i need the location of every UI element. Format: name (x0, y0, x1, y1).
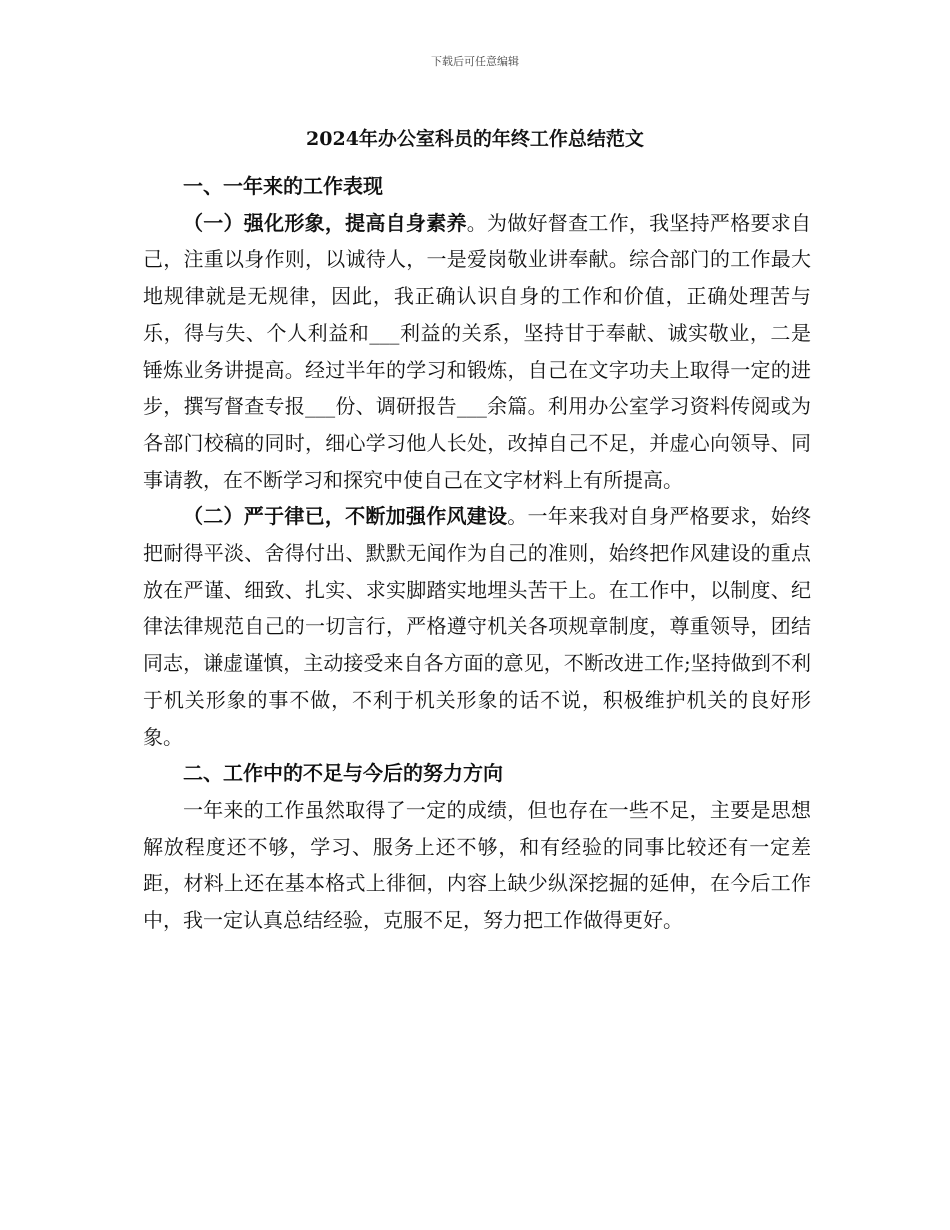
paragraph-2-text: 。一年来我对自身严格要求，始终把耐得平淡、舍得付出、默默无闻作为自己的准则，始终把作风建设的重点放在严谨、细致、扎实、求实脚踏实地埋头苦干上。在工作中，以制度、纪律法律规范自己的一切言行，严格遵守机关各项规章制度，尊重领导，团结同志，谦虚谨慎，主动接受来自各方面的意见，不断改进工作;坚持做到不利于机关形象的事不做，不利于机关形象的话不说，积极维护机关的良好形象。 (143, 504, 812, 749)
section-heading-2: 二、工作中的不足与今后的努力方向 (183, 761, 503, 786)
paragraph-1-text: 。为做好督查工作，我坚持严格要求自己，注重以身作则，以诚待人，一是爱岗敬业讲奉献。综合部门的工作最大地规律就是无规律，因此，我正确认识自身的工作和价值，正确处理苦与乐，得与失、个人利益和___利益的关系，坚持甘于奉献、诚实敬业，二是锤炼业务讲提高。经过半年的学习和锻炼，自己在文字功夫上取得一定的进步，撰写督查专报___份、调研报告___余篇。利用办公室学习资料传阅或为各部门校稿的同时，细心学习他人长处，改掉自己不足，并虚心向领导、同事请教，在不断学习和探究中使自己在文字材料上有所提高。 (143, 210, 812, 492)
paragraph-2-lead: （二）严于律已，不断加强作风建设 (183, 504, 508, 529)
paragraph-1 (143, 205, 811, 499)
paragraph-2 (143, 498, 811, 755)
paragraph-1-lead: （一）强化形象，提高自身素养 (183, 210, 467, 235)
document-body (143, 168, 811, 939)
paragraph-3: 一年来的工作虽然取得了一定的成绩，但也存在一些不足，主要是思想解放程度还不够，学习、服务上还不够，和有经验的同事比较还有一定差距，材料上还在基本格式上徘徊，内容上缺少纵深挖掘的延伸，在今后工作中，我一定认真总结经验，克服不足，努力把工作做得更好。 (143, 797, 811, 933)
document-title: 2024年办公室科员的年终工作总结范文 (306, 128, 644, 150)
header-note: 下载后可任意编辑 (431, 55, 519, 68)
section-heading-1: 一、一年来的工作表现 (183, 174, 383, 198)
